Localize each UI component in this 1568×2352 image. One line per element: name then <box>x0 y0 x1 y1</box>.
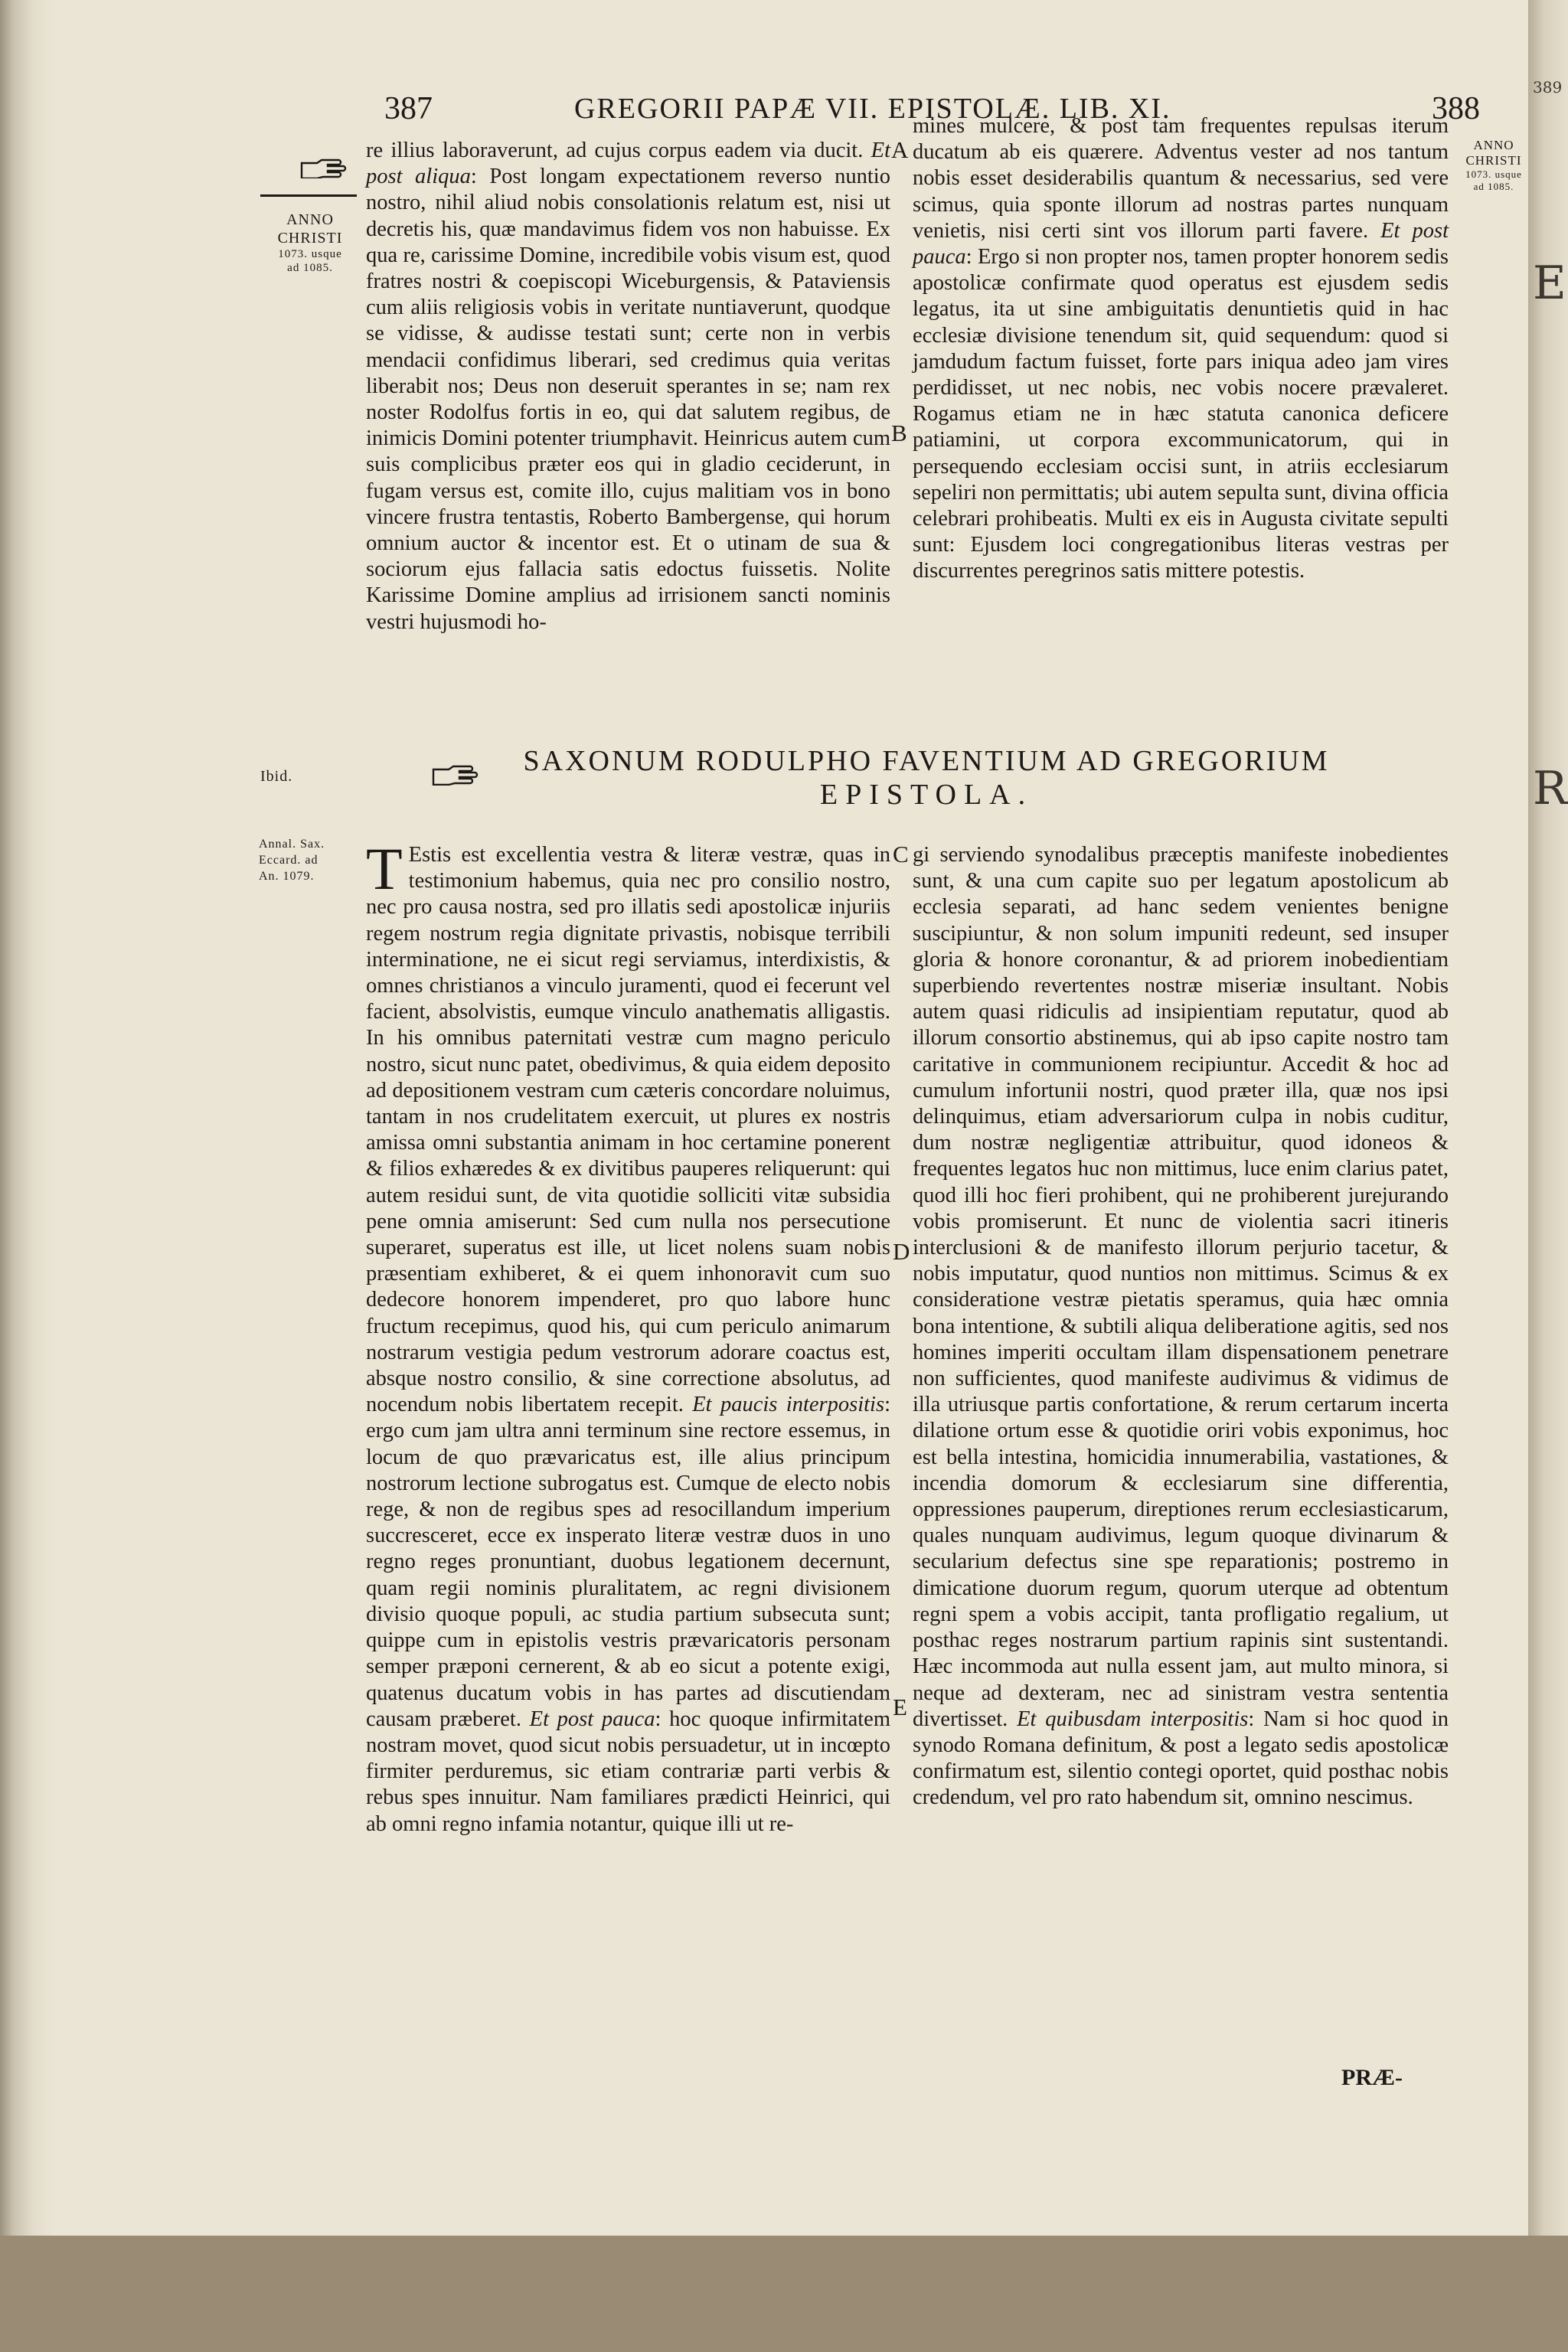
paragraph <box>366 835 890 1838</box>
italic-cue: Et post aliqua <box>366 139 890 189</box>
anno-label: ANNO <box>1473 138 1514 152</box>
catchword: PRÆ- <box>1341 2065 1403 2090</box>
column-letter-c: C <box>893 841 909 867</box>
year-range-end: ad 1085. <box>1473 181 1514 192</box>
text-column-top-right <box>913 113 1449 585</box>
text-column-bottom-right <box>913 842 1449 1811</box>
binding-gutter <box>1528 0 1568 2236</box>
annal-line: An. 1079. <box>259 870 315 883</box>
page-number-left: 387 <box>384 91 433 126</box>
column-letter-a: A <box>891 136 909 163</box>
column-letter-e: E <box>893 1694 907 1720</box>
text-column-top-left <box>366 138 890 635</box>
next-page-initial: E <box>1533 260 1566 306</box>
anno-label: ANNO <box>286 211 334 228</box>
italic-cue: Et quibusdam interpositis <box>1017 1707 1249 1731</box>
text-run: : hoc quoque infirmitatem nostram movet, quod sicut nobis persuadetur, ut in incœpto firmiter perduremus, sic etiam contrariæ parti verbis & rebus spes innuitur. Nam familiares prædicti Heinrici, qui ab omni regno infamia notantur, quique illi ut re- <box>366 1707 890 1836</box>
pointing-hand-icon <box>299 157 351 178</box>
text-column-bottom-left <box>366 835 890 1838</box>
letter-heading <box>429 744 1424 812</box>
text-run: gi serviendo synodalibus præceptis manifeste inobedientes sunt, & una cum capite suo per legatum apostolicum ab ecclesia separati, ad hanc sedem venientes benigne suscipiuntur, & non solum impuniti redeunt, sed insuper gloria & honore coronantur, & ad priorem inobedientiam superbiendo revertentes nostræ miseriæ insultant. Nobis autem quasi ridiculis ad insipientiam reputatur, quod ab illorum consortio abstinemus, qui ab ipso capite nostro tam caritative in communionem recipiuntur. Accedit & hoc ad cumulum infortunii nostri, quod præter illa, quæ nos ipsi delinquimus, etiam adversariorum culpa in nobis cuditur, dum nostræ negligentiæ attribuitur, quod idoneos & frequentes legatos huc non mittimus, luce enim clarius patet, quod illi hoc fieri prohibent, qui ne prohiberent jurejurando vobis promiserunt. Et nunc de violentia sacri itineris interclusioni & de manifesto illorum perjurio tacetur, & nobis imputatur, quod nuntios non mittimus. Scimus & ex consideratione vestræ pietatis speramus, quia hæc omnia bona intentione, & subtili aliqua deliberatione agitis, sed nos homines imperiti occultam illam dispensationem penetrare non sufficientes, quod manifeste audivimus & vidimus de illa utriusque partis confortatione, & rerum certarum incerta dilatione ortum esse & quotidie oriri vobis exponimus, hoc est bella intestina, homicidia innumerabilia, vastationes, & incendia domorum & ecclesiarum sine differentia, oppressiones pauperum, direptiones rerum ecclesiasticarum, quales nunquam audivimus, legum quoque divinarum & secularium defectus sine spe reparationis; postremo in dimicatione duorum regum, quorum uterque ad obtentum regni spem a vobis accipit, tanta profligatio regalium, ut posthac reges nostrarum partium rapinis sint sustentandi. Hæc incommoda aut nulla essent jam, aut multo minora, si neque ad dexteram, nec ad sinistram vestra sententia divertisset. <box>913 843 1449 1731</box>
paragraph <box>913 842 1449 1811</box>
annal-source-note <box>259 836 358 884</box>
text-run: Estis est excellentia vestra & literæ vestræ, quas in testimonium habemus, quia nec pro consilio nostro, nec pro causa nostra, sed pro illatis sedi apostolicæ injuriis regem nostrum regia dignitate privastis, nobisque terribili interminatione, ne ei sicut regi serviamus, interdixistis, & omnes christianos a vinculo juramenti, quod ei fecerunt vel facient, absolvistis, eumque vinculo anathematis alligastis. In his omnibus paternitati vestræ cum magno periculo nostro, sicut nunc patet, obedivimus, & quia eidem deposito ad depositionem vestram cum cæteris concordare noluimus, tantam in nos crudelitatem exercuit, ut plures ex nostris amissa omni substantia animam in hoc certamine ponerent & filios exhæredes & ex divitibus pauperes reliquerunt: qui autem residui sunt, de vita quotidie solliciti vitæ subsidia pene omnia amiserunt: Sed cum nulla nos persecutione superaret, superatus est ille, ut licet nolens suam nobis præsentiam exhiberet, & ei quem inhonoravit cum suo dedecore honorem impenderet, pro quo labore hunc fructum recepimus, quod his, qui cum periculo animarum nostrarum vestigia pedum vestrorum adorare coactus est, absque nostro consilio, & sine correctione absolutus, ad nocendum nobis libertatem recepit. <box>366 843 890 1417</box>
text-run: : Post longam expectationem reverso nuntio nostro, nihil aliud nobis consolationis relatum est, nisi ut decretis his, quæ mandavimus fidem vos non habuisse. Ex qua re, carissime Domine, incredibile vobis visum est, quod fratres nostri & coepiscopi Wiceburgensis, & Pataviensis cum aliis religiosis vobis in veritate nuntiaverunt, quodque se vidisse, & audisse testati sunt; certe non in verbis mendacii confidimus liberari, sed credimus quia veritas liberabit nos; Deus non deseruit sperantes in se; nam rex noster Rodolfus fortis in eo, qui dat salutem regibus, de inimicis Domini potenter triumphavit. Heinricus autem cum suis complicibus præter eos qui in gladio ceciderunt, in fugam versus est, comite illo, cujus malitiam vos in bono vincere frustra tentastis, Roberto Bambergense, qui horum omnium auctor & incentor est. Et o utinam de sua & sociorum ejus fallacia satis edoctus fuissetis. Nolite Karissime Domine amplius ad irrisionem sancti nominis vestri hujusmodi ho- <box>366 165 890 634</box>
italic-cue: Et post pauca <box>913 218 1449 270</box>
paragraph <box>913 113 1449 585</box>
heading-line-1: SAXONUM RODULPHO FAVENTIUM AD GREGORIUM <box>523 745 1330 777</box>
page-number-right: 388 <box>1432 91 1480 126</box>
next-page-fragment <box>1533 77 1568 98</box>
text-run: mines mulcere, & post tam frequentes repulsas iterum ducatum ab eis quærere. Adventus vester ad nos tantum nobis esset desiderabilis quantum & necessarius, sed vere scimus, quia sponte illorum ad nostras partes nunquam venietis, nisi certi sint vos illorum parti favere. <box>913 114 1449 243</box>
margin-rule <box>260 194 357 197</box>
heading-line-2: EPISTOLA. <box>819 779 1034 811</box>
year-range-end: ad 1085. <box>287 262 333 274</box>
next-page-initial-r: R <box>1533 766 1568 812</box>
ibid-note: Ibid. <box>260 768 293 785</box>
anno-christi-note-right <box>1459 138 1528 193</box>
annal-line: Annal. Sax. <box>259 838 325 851</box>
christi-label: CHRISTI <box>1465 153 1522 168</box>
text-run: : Ergo si non propter nos, tamen propter honorem sedis apostolicæ confirmate quod operatus est ejusdem sedis legatus, ita ut sine ambiguitatis denuntietis quid in hac ecclesiæ divisione tenendum sit, quid sequendum: quod si jamdudum factum fuisset, forte pars iniqua adeo jam vires perdidisset, ut nec nobis, nec vobis nocere prævaleret. Rogamus etiam ne in hæc statuta canonica deficere patiamini, ut corpora excommunicatorum, qui in persequendo ecclesiam occisi sunt, in atriis ecclesiarum sepeliri non permittatis; ubi autem sepulta sunt, divina officia celebrari prohibeatis. Multi ex eis in Augusta civitate sepulti sunt: Ejusdem loci congregationibus literas vestras per discurrentes peregrinos satis mittere potestis. <box>913 245 1449 583</box>
column-letter-b: B <box>891 420 907 446</box>
italic-cue: Et post pauca <box>529 1707 655 1731</box>
next-page-fragment-r <box>1533 766 1568 812</box>
text-run: : ergo cum jam ultra anni terminum sine rectore essemus, in locum de quo prævaricatus est, ille alius principum nostrorum lectione subrogatus est. Cumque de electo nobis rege, & non de regibus spes ad resocillandum imperium succresceret, ecce ex insperato literæ vestræ duos in uno regno reges pronuntiant, duobus legationem decernunt, quam regii nominis pluralitatem, ac regni divisionem divisio quoque populi, ac studia partium subsecuta sunt; quippe cum in epistolis vestris prævaricatoris personam semper præponi cernerent, & ab eo sicut a potente exigi, quatenus ducatum vobis in has partes ad discutiendam causam præberet. <box>366 1393 890 1731</box>
year-range-start: 1073. usque <box>278 248 342 260</box>
year-range-start: 1073. usque <box>1465 168 1522 180</box>
drop-cap: T <box>366 835 403 902</box>
next-page-number: 389 <box>1533 78 1563 96</box>
paragraph <box>366 138 890 635</box>
anno-christi-note-left <box>264 211 356 275</box>
next-page-fragment-e <box>1533 260 1568 306</box>
text-run: : Nam si hoc quod in synodo Romana definitum, & post a legato sedis apostolicæ confirmatum est, silentio contegi oportet, quid posthac nobis credendum, vel pro rato habendum sit, omnino nescimus. <box>913 1707 1449 1810</box>
christi-label: CHRISTI <box>277 230 343 247</box>
annal-line: Eccard. ad <box>259 854 318 867</box>
column-letter-d: D <box>893 1238 910 1265</box>
text-run: re illius laboraverunt, ad cujus corpus eadem via ducit. <box>366 139 871 162</box>
page-stack-edge <box>0 2236 1568 2352</box>
italic-cue: Et paucis interpositis <box>692 1393 885 1417</box>
running-title: GREGORII PAPÆ VII. EPISTOLÆ. LIB. XI. <box>574 93 1171 125</box>
